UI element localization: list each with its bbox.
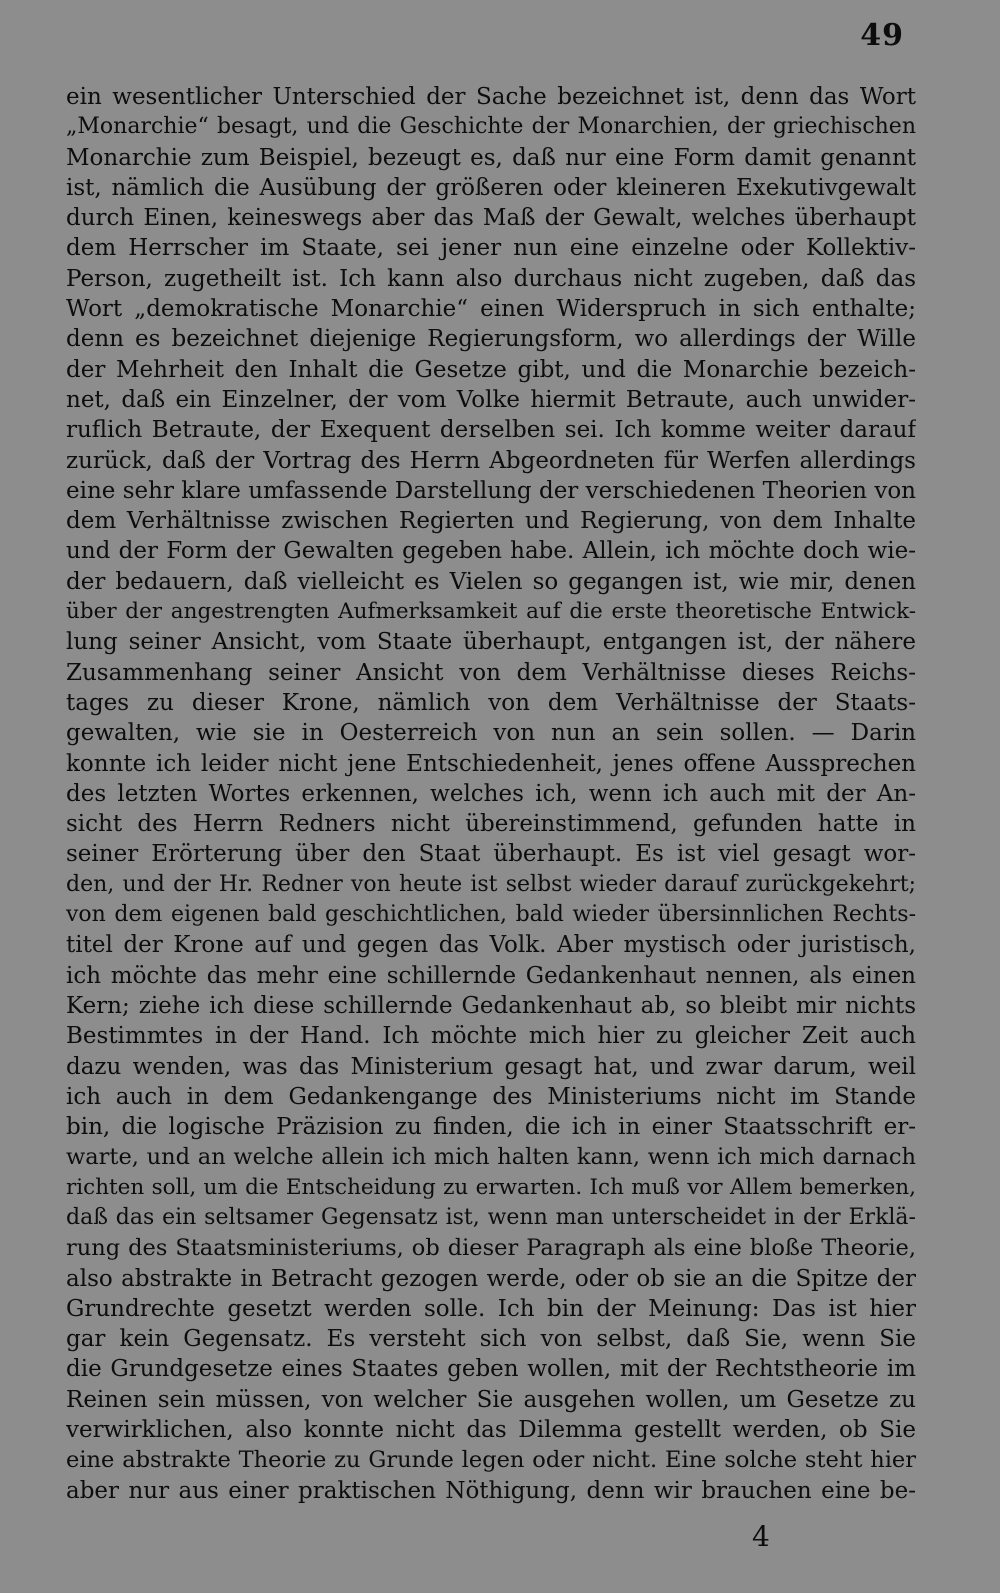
text-line: tages zu dieser Krone, nämlich von dem Verhältnisse der Staats- bbox=[66, 689, 916, 716]
text-line: also abstrakte in Betracht gezogen werde, oder ob sie an die Spitze der bbox=[66, 1265, 916, 1292]
body-text bbox=[66, 82, 916, 1506]
text-line: richten soll, um die Entscheidung zu erwarten. Ich muß vor Allem bemerken, bbox=[66, 1174, 916, 1200]
text-line: Monarchie zum Beispiel, bezeugt es, daß nur eine Form damit genannt bbox=[66, 144, 916, 171]
text-line: lung seiner Ansicht, vom Staate überhaupt, entgangen ist, der nähere bbox=[66, 629, 916, 656]
text-line: eine abstrakte Theorie zu Grunde legen oder nicht. Eine solche steht hier bbox=[66, 1447, 916, 1474]
text-line: „Monarchie“ besagt, und die Geschichte der Monarchien, der griechischen bbox=[66, 114, 916, 140]
text-line: und der Form der Gewalten gegeben habe. Allein, ich möchte doch wie- bbox=[66, 538, 916, 565]
text-line: die Grundgesetze eines Staates geben wollen, mit der Rechtstheorie im bbox=[66, 1356, 916, 1383]
signature-mark: 4 bbox=[752, 1520, 770, 1553]
text-line: zurück, daß der Vortrag des Herrn Abgeordneten für Werfen allerdings bbox=[66, 447, 916, 474]
text-line: net, daß ein Einzelner, der vom Volke hiermit Betraute, auch unwider- bbox=[66, 386, 916, 413]
text-line: Bestimmtes in der Hand. Ich möchte mich hier zu gleicher Zeit auch bbox=[66, 1023, 916, 1050]
text-line: warte, und an welche allein ich mich halten kann, wenn ich mich darnach bbox=[66, 1144, 916, 1171]
text-line: den, und der Hr. Redner von heute ist selbst wieder darauf zurückgekehrt; bbox=[66, 871, 916, 897]
text-line: von dem eigenen bald geschichtlichen, bald wieder übersinnlichen Rechts- bbox=[66, 902, 916, 928]
text-line: sicht des Herrn Redners nicht übereinstimmend, gefunden hatte in bbox=[66, 811, 916, 838]
text-line: gewalten, wie sie in Oesterreich von nun an sein sollen. — Darin bbox=[66, 720, 916, 747]
text-line: verwirklichen, also konnte nicht das Dilemma gestellt werden, ob Sie bbox=[66, 1417, 916, 1444]
text-line: der Mehrheit den Inhalt die Gesetze gibt, und die Monarchie bezeich- bbox=[66, 356, 916, 383]
text-line: gar kein Gegensatz. Es versteht sich von selbst, daß Sie, wenn Sie bbox=[66, 1326, 916, 1353]
text-line: rung des Staatsministeriums, ob dieser Paragraph als eine bloße Theorie, bbox=[66, 1235, 916, 1262]
text-line: Grundrechte gesetzt werden solle. Ich bin der Meinung: Das ist hier bbox=[66, 1295, 916, 1322]
text-line: ich auch in dem Gedankengange des Ministeriums nicht im Stande bbox=[66, 1083, 916, 1110]
text-line: Zusammenhang seiner Ansicht von dem Verhältnisse dieses Reichs- bbox=[66, 659, 916, 686]
text-line: dem Verhältnisse zwischen Regierten und Regierung, von dem Inhalte bbox=[66, 508, 916, 535]
text-line: Kern; ziehe ich diese schillernde Gedankenhaut ab, so bleibt mir nichts bbox=[66, 992, 916, 1019]
text-line: eine sehr klare umfassende Darstellung der verschiedenen Theorien von bbox=[66, 477, 916, 504]
text-line: der bedauern, daß vielleicht es Vielen so gegangen ist, wie mir, denen bbox=[66, 568, 916, 595]
text-line: Person, zugetheilt ist. Ich kann also durchaus nicht zugeben, daß das bbox=[66, 265, 916, 292]
text-line: titel der Krone auf und gegen das Volk. Aber mystisch oder juristisch, bbox=[66, 932, 916, 959]
page-number: 49 bbox=[860, 18, 904, 53]
text-line: ein wesentlicher Unterschied der Sache bezeichnet ist, denn das Wort bbox=[66, 84, 916, 110]
text-line: des letzten Wortes erkennen, welches ich, wenn ich auch mit der An- bbox=[66, 780, 916, 807]
text-line: denn es bezeichnet diejenige Regierungsform, wo allerdings der Wille bbox=[66, 326, 916, 353]
text-line: ich möchte das mehr eine schillernde Gedankenhaut nennen, als einen bbox=[66, 962, 916, 989]
text-line: konnte ich leider nicht jene Entschiedenheit, jenes offene Aussprechen bbox=[66, 750, 916, 777]
text-line: bin, die logische Präzision zu finden, die ich in einer Staatsschrift er- bbox=[66, 1114, 916, 1141]
text-line: Reinen sein müssen, von welcher Sie ausgehen wollen, um Gesetze zu bbox=[66, 1386, 916, 1413]
text-line: aber nur aus einer praktischen Nöthigung, denn wir brauchen eine be- bbox=[66, 1477, 916, 1504]
text-line: dem Herrscher im Staate, sei jener nun eine einzelne oder Kollektiv- bbox=[66, 235, 916, 262]
text-line: dazu wenden, was das Ministerium gesagt hat, und zwar darum, weil bbox=[66, 1053, 916, 1080]
text-line: durch Einen, keineswegs aber das Maß der Gewalt, welches überhaupt bbox=[66, 205, 916, 232]
text-line: über der angestrengten Aufmerksamkeit auf die erste theoretische Entwick- bbox=[66, 599, 916, 625]
text-line: daß das ein seltsamer Gegensatz ist, wenn man unterscheidet in der Erklä- bbox=[66, 1204, 916, 1230]
text-line: ruflich Betraute, der Exequent derselben sei. Ich komme weiter darauf bbox=[66, 417, 916, 444]
text-line: ist, nämlich die Ausübung der größeren oder kleineren Exekutivgewalt bbox=[66, 174, 916, 201]
text-line: seiner Erörterung über den Staat überhaupt. Es ist viel gesagt wor- bbox=[66, 841, 916, 868]
text-line: Wort „demokratische Monarchie“ einen Widerspruch in sich enthalte; bbox=[66, 296, 916, 323]
